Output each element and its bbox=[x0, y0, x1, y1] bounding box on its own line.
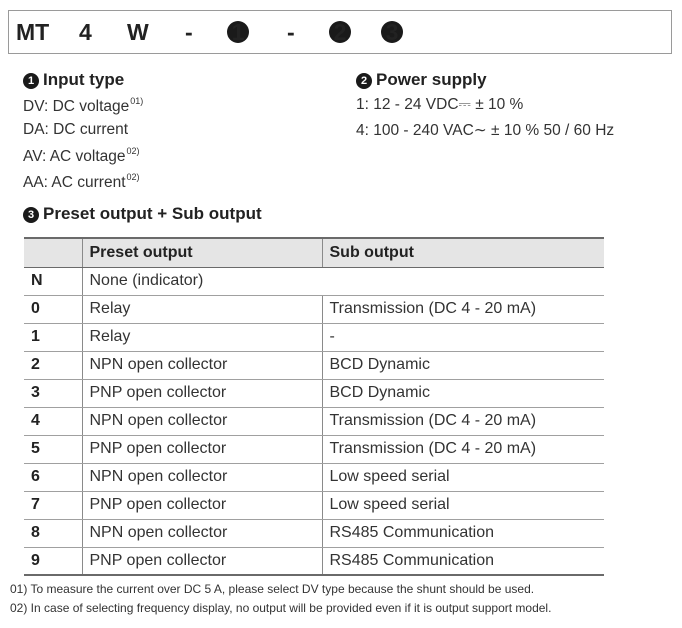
code-separator: - bbox=[185, 19, 193, 45]
power-supply-item: 4: 100 - 240 VAC∼ ± 10 % 50 / 60 Hz bbox=[356, 122, 615, 139]
footnote-01: 01) To measure the current over DC 5 A, please select DV type because the shunt should be used. bbox=[10, 582, 535, 596]
table-row: 2 NPN open collector BCD Dynamic bbox=[24, 351, 604, 379]
table-row: 6 NPN open collector Low speed serial bbox=[24, 463, 604, 491]
table-row: 7 PNP open collector Low speed serial bbox=[24, 491, 604, 519]
output-heading bbox=[23, 204, 262, 224]
table-row: 8 NPN open collector RS485 Communication bbox=[24, 519, 604, 547]
header-preset: Preset output bbox=[82, 238, 322, 267]
power-supply-item: 1: 12 - 24 VDC⎓ ± 10 % bbox=[356, 96, 524, 113]
code-part-digit: 4 bbox=[79, 19, 92, 45]
output-title: Preset output + Sub output bbox=[43, 204, 262, 223]
code-marker-2-icon: 2 bbox=[329, 21, 351, 43]
marker-3-icon: 3 bbox=[23, 207, 39, 223]
header-sub: Sub output bbox=[322, 238, 604, 267]
table-header-row bbox=[24, 238, 604, 267]
model-code-box bbox=[8, 10, 672, 54]
table-row: 4 NPN open collector Transmission (DC 4 - 20 mA) bbox=[24, 407, 604, 435]
output-table bbox=[24, 237, 604, 576]
footnote-02: 02) In case of selecting frequency display, no output will be provided even if it is output support model. bbox=[10, 601, 552, 615]
power-supply-title: Power supply bbox=[376, 70, 487, 89]
input-type-item: DA: DC current bbox=[23, 121, 129, 138]
marker-2-icon: 2 bbox=[356, 73, 372, 89]
code-marker-1-icon: 1 bbox=[227, 21, 249, 43]
table-row: 1 Relay - bbox=[24, 323, 604, 351]
power-supply-heading bbox=[356, 70, 487, 90]
marker-1-icon: 1 bbox=[23, 73, 39, 89]
input-type-item: AA: AC current$^{02)}$ bbox=[23, 172, 140, 191]
table-row: N None (indicator) bbox=[24, 267, 604, 295]
input-type-title: Input type bbox=[43, 70, 125, 89]
code-part-display: W bbox=[127, 19, 149, 45]
table-row: 3 PNP open collector BCD Dynamic bbox=[24, 379, 604, 407]
table-row: 5 PNP open collector Transmission (DC 4 - 20 mA) bbox=[24, 435, 604, 463]
header-code bbox=[24, 238, 82, 267]
input-type-item: AV: AC voltage$^{02)}$ bbox=[23, 146, 140, 165]
table-row: 0 Relay Transmission (DC 4 - 20 mA) bbox=[24, 295, 604, 323]
table-row: 9 PNP open collector RS485 Communication bbox=[24, 547, 604, 575]
input-type-item: DV: DC voltage$^{01)}$ bbox=[23, 96, 144, 115]
code-part-mt: MT bbox=[16, 19, 50, 45]
input-type-heading bbox=[23, 70, 124, 90]
code-separator: - bbox=[287, 19, 295, 45]
code-marker-3-icon: 3 bbox=[381, 21, 403, 43]
